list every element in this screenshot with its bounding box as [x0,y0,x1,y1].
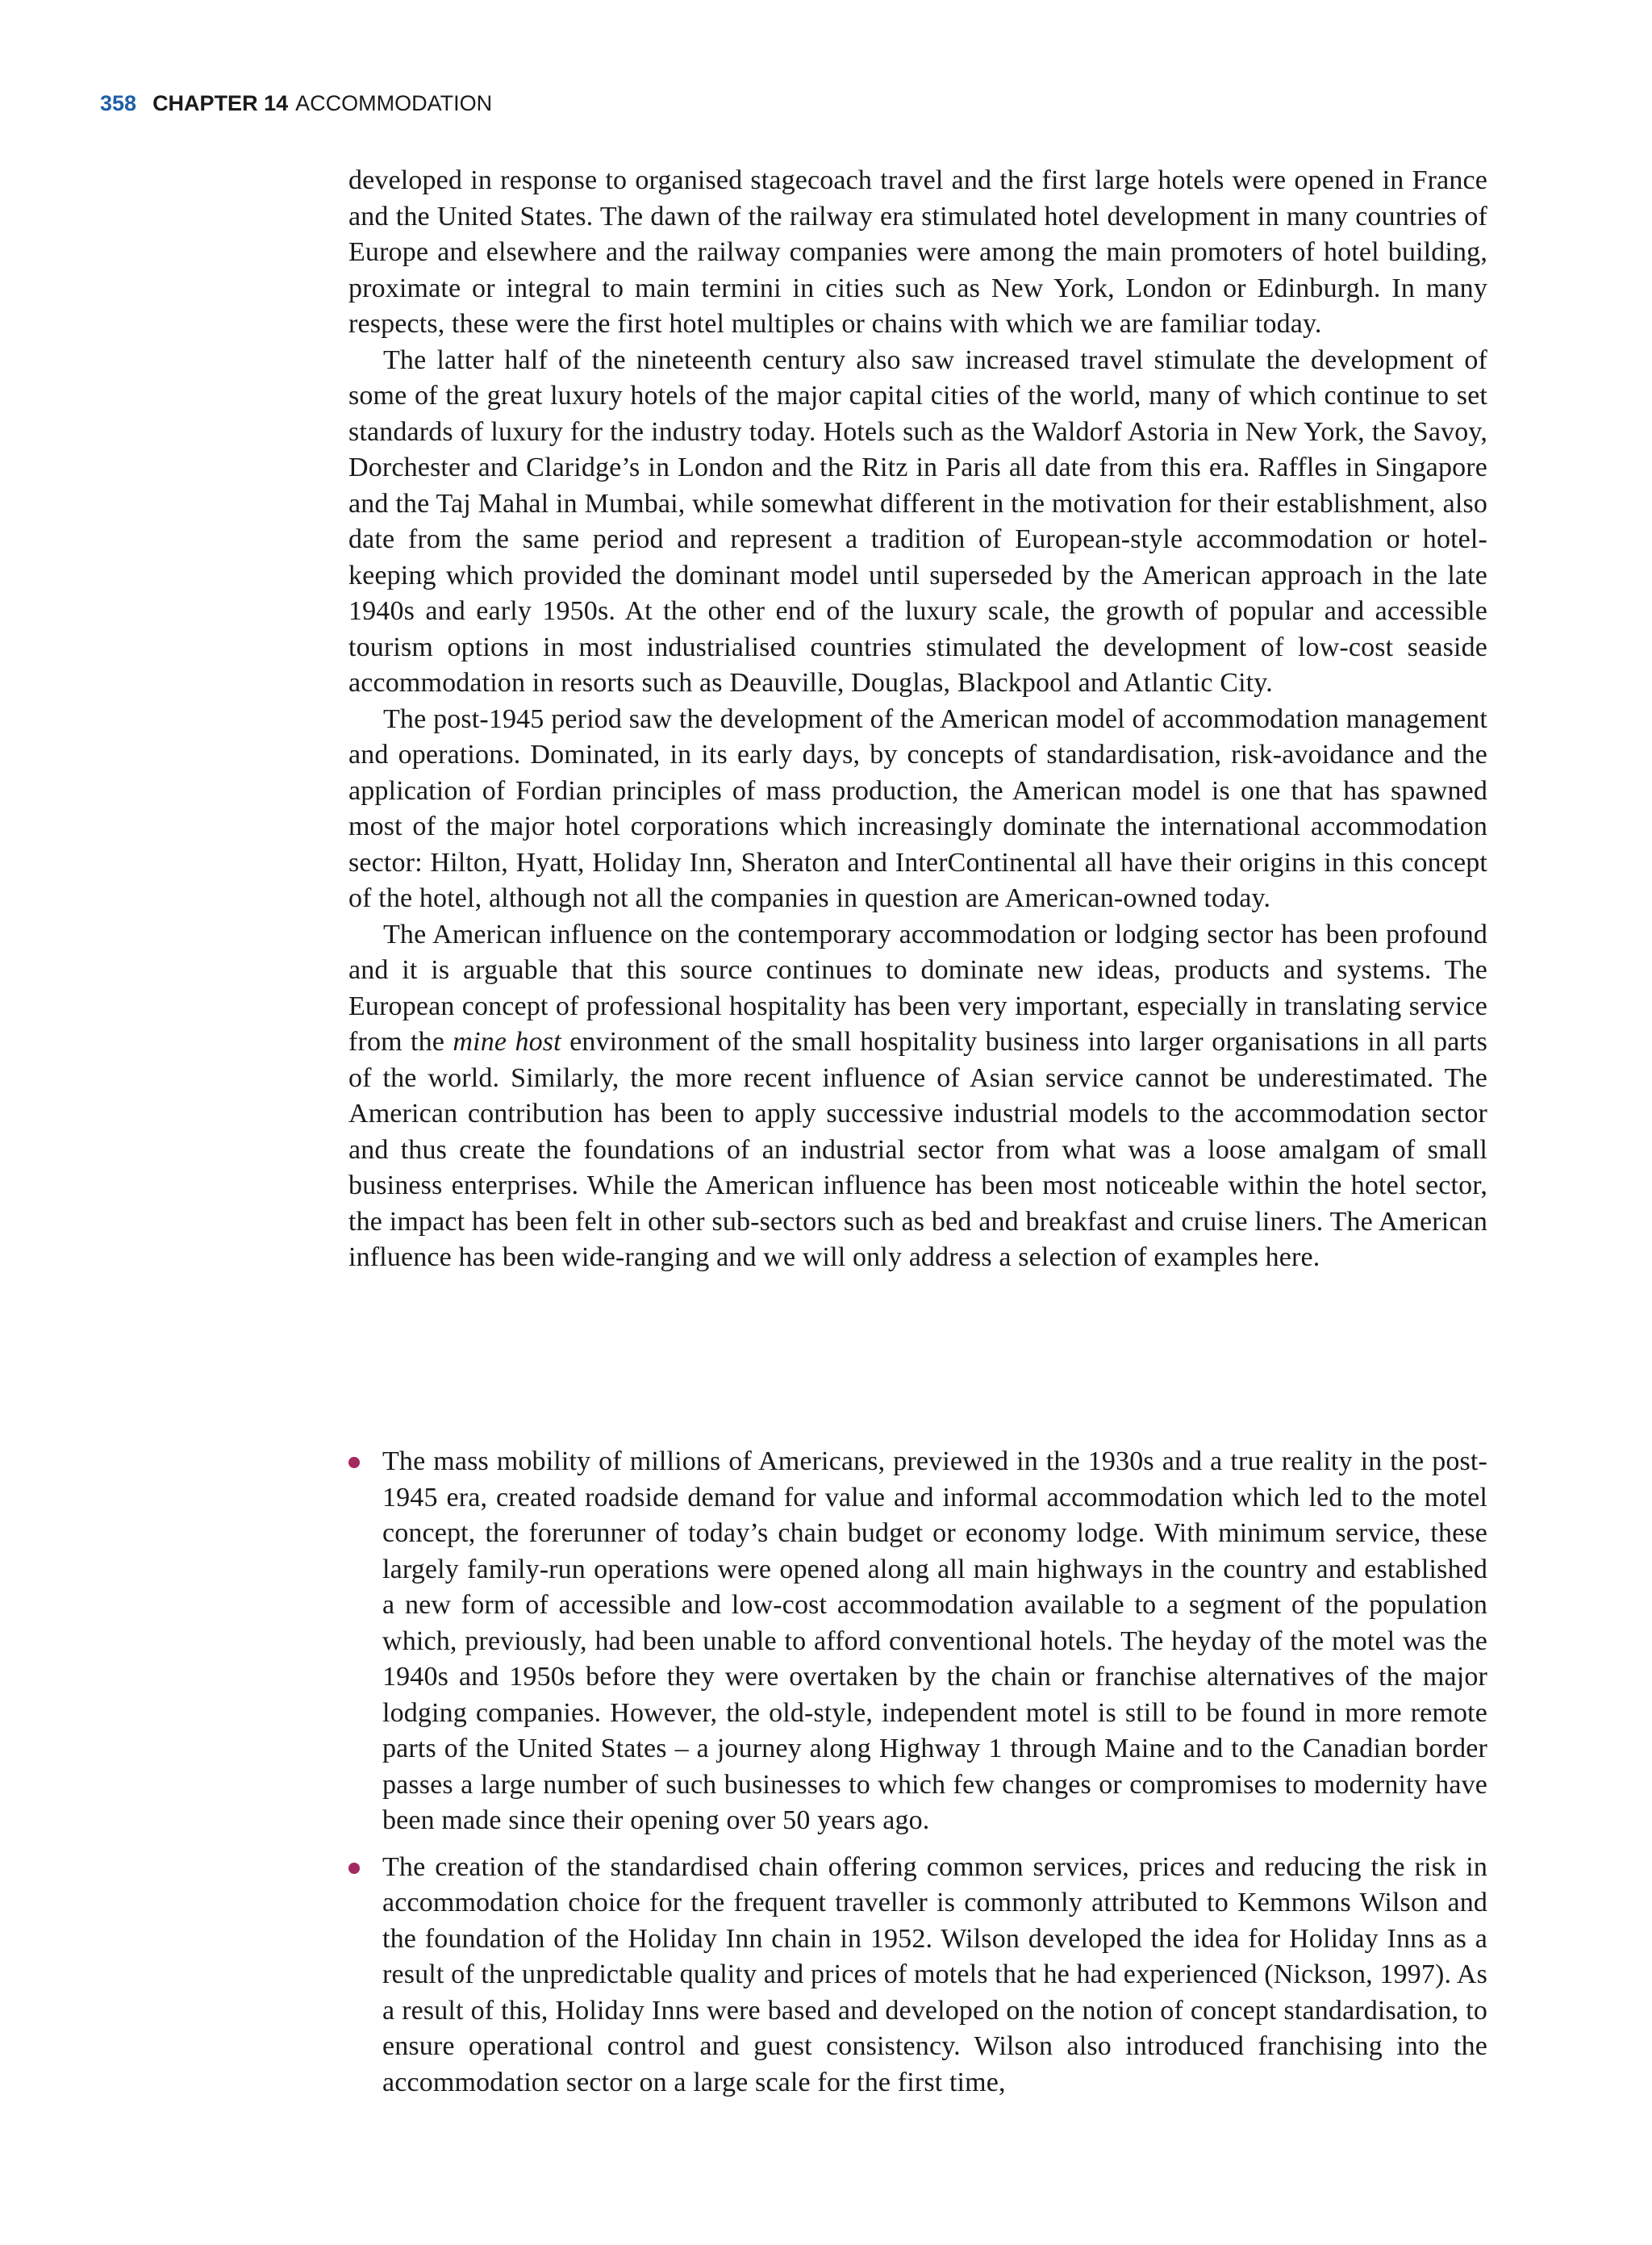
paragraph-luxury-hotels: The latter half of the nineteenth century also saw increased travel stimulate the development of some of the great luxury hotels of the major capital cities of the world, many of which continue to set standards of luxury for the industry today. Hotels such as the Waldorf Astoria in New York, the Savoy, Dorchester and Claridge’s in London and the Ritz in Paris all date from this era. Raffles in Singapore and the Taj Mahal in Mumbai, while somewhat different in the motivation for their establishment, also date from the same period and represent a tradition of European-style accommodation or hotel-keeping which provided the dominant model until superseded by the American approach in the late 1940s and early 1950s. At the other end of the luxury scale, the growth of popular and accessible tourism options in most industrialised countries stimulated the development of low-cost seaside accommodation in resorts such as Deauville, Douglas, Blackpool and Atlantic City. [348,344,1487,698]
paragraph-text-before: The American influence on the contemporary accommodation or lodging sector has been profound and it is arguable that this source continues to dominate new ideas, products and systems. The European concept of professional hospitality has been very important, especially in translating service from the [348,919,1487,1057]
emphasis-mine-host: mine host [453,1027,561,1057]
paragraph-american-model: The post-1945 period saw the development of the American model of accommodation management and operations. Dominated, in its early days, by concepts of standardisation, risk-avoidance and the application of Fordian principles of mass production, the American model is one that has spawned most of the major hotel corporations which increasingly dominate the international accommodation sector: Hilton, Hyatt, Holiday Inn, Sheraton and InterContinental all have their origins in this concept of the hotel, although not all the companies in question are American-owned today. [348,703,1487,913]
page-number: 358 [100,91,137,115]
paragraph-text-after: environment of the small hospitality business into larger organisations in all parts of the world. Similarly, the more recent influence of Asian service cannot be underestimated. The American contribution has been to apply successive industrial models to the accommodation sector and thus create the foundations of an industrial sector from what was a loose amalgam of small business enterprises. While the American influence has been most noticeable within the hotel sector, the impact has been felt in other sub-sectors such as bed and breakfast and cruise liners. The American influence has been wide-ranging and we will only address a selection of examples here. [348,1027,1488,1272]
paragraph-continued: developed in response to organised stagecoach travel and the first large hotels were opened in France and the United States. The dawn of the railway era stimulated hotel development in many countries of Europe and elsewhere and the railway companies were among the main promoters of hotel building, proximate or integral to main termini in cities such as New York, London or Edinburgh. In many respects, these were the first hotel multiples or chains with which we are familiar today. [348,165,1487,339]
chapter-label: CHAPTER 14 [152,91,289,115]
bullet-text: The mass mobility of millions of Americans, previewed in the 1930s and a true reality in the post-1945 era, created roadside demand for value and informal accommodation which led to the motel concept, the forerunner of today’s chain budget or economy lodge. With minimum service, these largely family-run operations were opened along all main highways in the country and established a new form of accessible and low-cost accommodation available to a segment of the population which, previously, had been unable to afford conventional hotels. The heyday of the motel was the 1940s and 1950s before they were overtaken by the chain or franchise alternatives of the major lodging companies. However, the old-style, independent motel is still to be found in more remote parts of the United States – a journey along Highway 1 through Maine and to the Canadian border passes a large number of such businesses to which few changes or compromises to modernity have been made since their opening over 50 years ago. [382,1446,1487,1835]
bullet-dot-icon [348,1863,360,1874]
bullet-text: The creation of the standardised chain offering common services, prices and reducing the risk in accommodation choice for the frequent traveller is commonly attributed to Kemmons Wilson and the foundation of the Holiday Inn chain in 1952. Wilson developed the idea for Holiday Inns as a result of the unpredictable quality and prices of motels that he had experienced (Nickson, 1997). As a result of this, Holiday Inns were based and developed on the notion of concept standardisation, to ensure operational control and guest consistency. Wilson also introduced franchising into the accommodation sector on a large scale for the first time, [382,1851,1487,2097]
bullet-item-standardised-chain [348,1850,1487,2101]
bullet-item-motel [348,1444,1487,1839]
paragraph-american-influence [348,917,1487,1276]
body-text [348,163,1487,1276]
running-head [100,87,492,119]
bullet-list [348,1444,1487,2111]
bullet-dot-icon [348,1457,360,1468]
chapter-title: ACCOMMODATION [295,91,493,115]
